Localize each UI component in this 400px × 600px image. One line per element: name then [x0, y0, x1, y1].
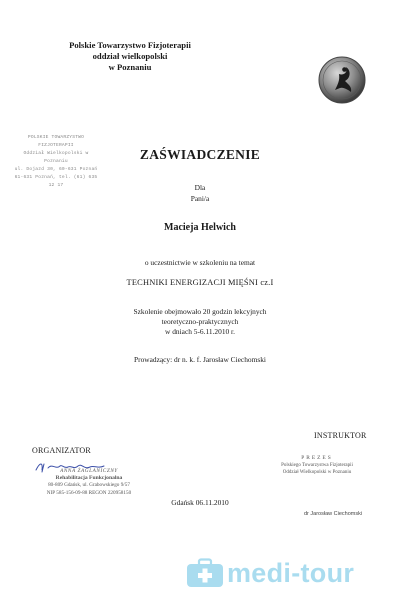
scope-hours: Szkolenie obejmowało 20 godzin lekcyjnych — [133, 307, 267, 316]
stamp-line: Oddział Wielkopolski w Poznaniu — [23, 151, 89, 164]
for-label: Dla — [194, 183, 206, 192]
training-scope — [0, 307, 400, 337]
issuer-name: Polskie Towarzystwo Fizjoterapii — [69, 40, 191, 50]
stamp-line: 61-631 Poznań, tel. (61) 635 12 17 — [14, 175, 98, 188]
society-logo-icon — [318, 56, 366, 104]
salutation: Pani/a — [190, 194, 210, 203]
stamp-title: PREZES — [301, 455, 333, 461]
stamp-name: dr Jarosław Ciechomski — [304, 511, 363, 517]
stamp-line: ul. Dojazd 30, 60-631 Poznań — [14, 167, 98, 172]
stamp-society: Polskiego Towarzystwa Fizjoterapii — [281, 463, 353, 468]
watermark-brand: medi-tour — [227, 558, 355, 588]
issuer-header — [30, 40, 230, 73]
stamp-branch: Oddział Wielkopolski w Poznaniu — [282, 470, 352, 475]
organizer-company: Rehabilitacja Funkcjonalna — [55, 475, 123, 482]
place-date: Gdańsk 06.11.2010 — [171, 498, 229, 507]
recipient-name: Macieja Helwich — [164, 222, 236, 233]
lecturer: Prowadzący: dr n. k. f. Jarosław Ciechomski — [134, 355, 266, 364]
participation-text: o uczestnictwie w szkoleniu na temat — [144, 258, 256, 267]
certificate-title: ZAŚWIADCZENIE — [139, 147, 261, 162]
organizer-label: ORGANIZATOR — [32, 446, 91, 455]
stamp-line: POLSKIE TOWARZYSTWO FIZJOTERAPII — [27, 135, 85, 148]
issuer-branch: oddział wielkopolski — [92, 51, 168, 61]
instructor-label: INSTRUKTOR — [314, 431, 367, 440]
organizer-person: ANNA ŻAGLANICZNY — [60, 468, 118, 474]
instructor-stamp — [262, 455, 372, 476]
issuer-city: w Poznaniu — [108, 62, 152, 72]
organizer-stamp — [34, 468, 144, 497]
watermark — [186, 556, 354, 590]
scope-dates: w dniach 5-6.11.2010 r. — [165, 327, 235, 336]
suitcase-cross-icon — [186, 558, 224, 588]
organizer-address: 80-809 Gdańsk, ul. Grabowskiego 9/57 — [48, 482, 130, 489]
scope-type: teoretyczno-praktycznych — [161, 317, 239, 326]
organizer-ids: NIP 585-156-09-88 REGON 220958150 — [46, 489, 132, 496]
training-topic: TECHNIKI ENERGIZACJI MIĘŚNI cz.I — [126, 278, 274, 287]
